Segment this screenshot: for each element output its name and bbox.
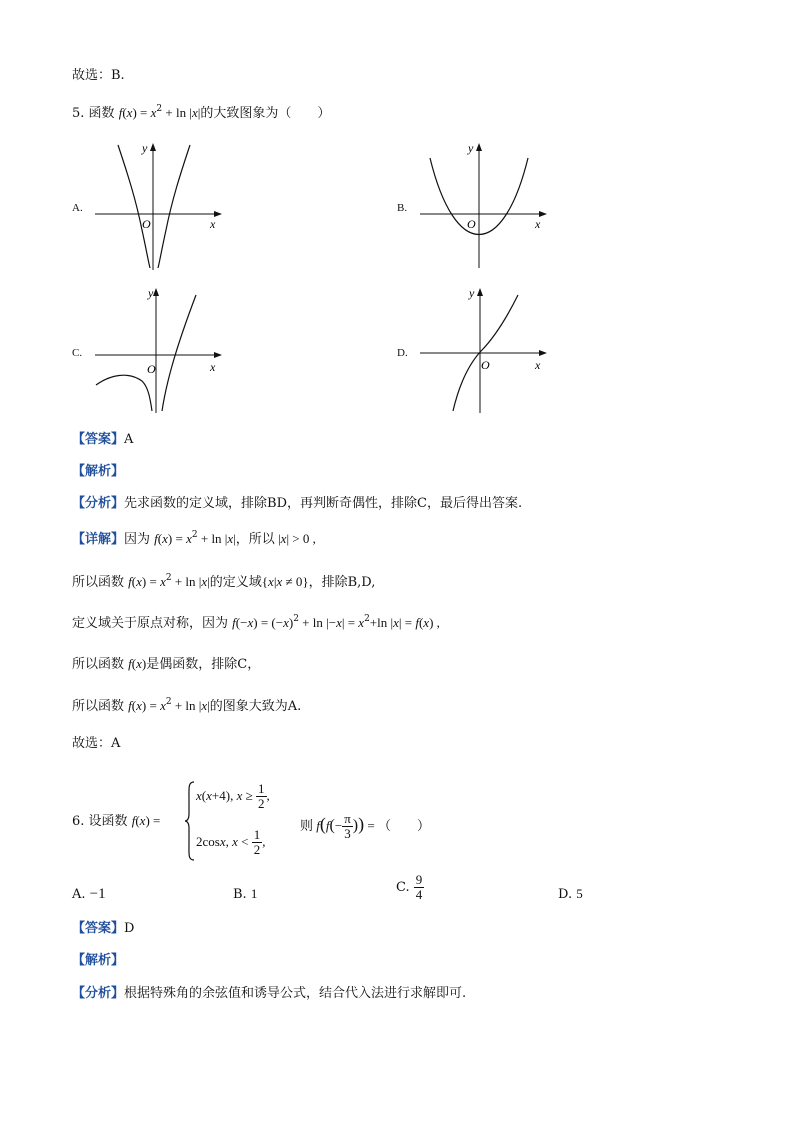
x-axis-label: x: [210, 217, 216, 231]
q6-fenxi: [72, 985, 466, 1003]
q5-detail-line-5: 所以函数 $f(x) = x^2 + \ln |x|$的图象大致为A.: [72, 697, 302, 714]
q5-option-d-label: D.: [397, 347, 408, 359]
q5-stem: 5. 函数 $f(x) = x^2 + \ln |x|$的大致图象为（ ）: [72, 104, 331, 121]
q5-option-a-graph: [90, 140, 230, 275]
q5-answer: [72, 431, 133, 449]
piecewise-case-1: x(x+4), x ≥ $\frac{1}{2}$ ,: [196, 781, 270, 811]
y-axis-label: y: [148, 286, 154, 300]
q5-stem-suffix: 的大致图象为（ ）: [200, 106, 331, 121]
x-axis-label: x: [210, 360, 216, 374]
q6-stem-prefix: 设函数: [88, 814, 128, 829]
detail-text: 的图象大致为A.: [209, 699, 302, 714]
piecewise-brace: [184, 780, 196, 862]
q6-number: 6.: [72, 814, 85, 829]
y-axis-label: y: [142, 141, 148, 155]
answer-label: 【答案】: [72, 921, 125, 936]
origin-label: O: [467, 217, 476, 231]
q5-formula: f: [118, 105, 123, 120]
y-axis-label: y: [468, 141, 474, 155]
curve-left: [96, 375, 152, 411]
option-label: C.: [396, 880, 410, 895]
fenxi-text: 根据特殊角的余弦值和诱导公式，结合代入法进行求解即可.: [124, 986, 467, 1001]
q6-answer: [72, 920, 134, 938]
q6-option-d: [558, 885, 583, 904]
q5-option-d-graph: [415, 285, 555, 420]
detail-label: 【详解】: [72, 532, 125, 547]
fenxi-label: 【分析】: [72, 496, 125, 511]
option-label: B.: [233, 887, 247, 902]
curve-right: [162, 295, 196, 411]
origin-label: O: [481, 358, 490, 372]
detail-text: 所以函数: [72, 575, 125, 590]
prev-choice: 故选：B.: [72, 68, 125, 83]
q5-option-c-label: C.: [72, 347, 83, 359]
q6-option-c: [396, 873, 424, 902]
detail-text: 因为: [124, 532, 151, 547]
q5-detail-line-3: 定义域关于原点对称，因为 $f(-x) = (-x)^2 + \ln |-x| = x^2+\ln$ |x| = f(x) ,: [72, 614, 440, 631]
detail-text: 所以函数: [72, 657, 125, 672]
option-label: D.: [558, 887, 573, 902]
piecewise-case-2: 2cosx, x < $\frac{1}{2}$ ,: [196, 827, 266, 857]
q5-number: 5.: [72, 106, 85, 121]
option-value: 5: [576, 886, 583, 901]
curve-right: [158, 145, 190, 268]
detail-text: ，所以: [235, 532, 275, 547]
x-axis-label: x: [535, 358, 541, 372]
option-denominator: 4: [415, 887, 423, 902]
q5-option-c-graph: [90, 285, 230, 420]
q6-analysis-label: 【解析】: [72, 953, 125, 968]
answer-label: 【答案】: [72, 432, 125, 447]
q6-option-b: [233, 885, 257, 904]
detail-text: 定义域关于原点对称，因为: [72, 616, 229, 631]
q6-stem-suffix: （ ）: [377, 819, 430, 834]
origin-label: O: [147, 362, 156, 376]
answer-value: D: [124, 921, 135, 936]
q5-option-a-label: A.: [72, 202, 83, 214]
fenxi-text: 先求函数的定义域，排除BD，再判断奇偶性，排除C，最后得出答案.: [124, 496, 523, 511]
detail-text: ，排除B,D,: [308, 575, 376, 590]
detail-text: 是偶函数，排除C，: [146, 657, 261, 672]
curve-left: [118, 145, 150, 268]
q5-stem-prefix: 函数: [88, 106, 115, 121]
answer-value: A: [124, 432, 134, 447]
detail-text: 的定义域: [209, 575, 262, 590]
q6-option-a: [72, 885, 106, 904]
option-value: 1: [250, 886, 258, 901]
fenxi-label: 【分析】: [72, 986, 125, 1001]
q5-analysis-label: 【解析】: [72, 464, 125, 479]
q6-stem-then: 则: [300, 819, 314, 834]
q5-detail-line-2: 所以函数 $f(x) = x^2 + \ln |x|$的定义域{x|x ≠ 0}，排除B,D,: [72, 573, 376, 590]
q5-option-b-label: B.: [397, 202, 408, 214]
origin-label: O: [142, 217, 151, 231]
x-axis-label: x: [535, 217, 541, 231]
q6-stem-end: 则 f(f(− $\frac{\pi}{3}$ )) = （ ）: [300, 811, 430, 841]
q5-detail-line-4: 所以函数 f(x)是偶函数，排除C，: [72, 656, 261, 672]
q5-conclusion: 故选：A: [72, 736, 121, 751]
q5-detail-line-1: 【详解】因为 $f(x) = x^2 + \ln |x|$，所以 |x| > 0 ,: [72, 530, 316, 547]
detail-text: 所以函数: [72, 699, 125, 714]
y-axis-label: y: [469, 286, 475, 300]
q5-fenxi: [72, 495, 522, 513]
q5-option-b-graph: [415, 140, 555, 275]
option-value: −1: [89, 886, 106, 902]
q6-stem-start: 6. 设函数 f(x) =: [72, 813, 161, 829]
option-label: A.: [72, 887, 86, 902]
option-numerator: 9: [415, 872, 423, 887]
